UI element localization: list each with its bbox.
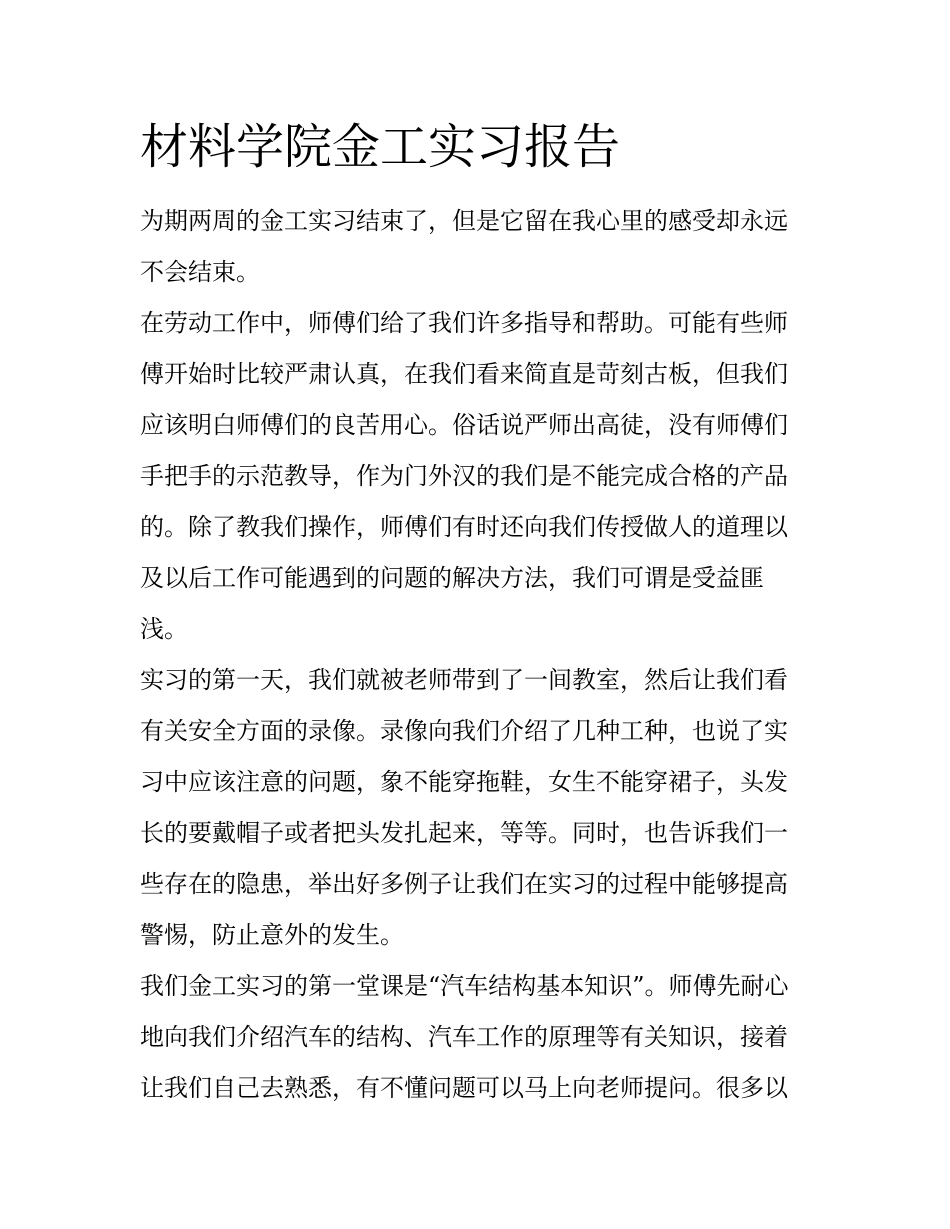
text-line: 傅开始时比较严肃认真，在我们看来简直是苛刻古板，但我们	[140, 360, 788, 388]
text-line: 的。除了教我们操作，师傅们有时还向我们传授做人的道理以	[140, 513, 788, 541]
text-line: 地向我们介绍汽车的结构、汽车工作的原理等有关知识，接着	[140, 1023, 788, 1051]
text-line: 应该明白师傅们的良苦用心。俗话说严师出高徒，没有师傅们	[140, 411, 788, 439]
document-title: 材料学院金工实习报告	[140, 119, 621, 175]
text-line: 习中应该注意的问题，象不能穿拖鞋，女生不能穿裙子，头发	[140, 768, 788, 796]
document-body	[140, 196, 820, 1114]
text-line: 浅。	[140, 615, 188, 643]
text-line: 让我们自己去熟悉，有不懂问题可以马上向老师提问。很多以	[140, 1074, 788, 1102]
text-line: 实习的第一天，我们就被老师带到了一间教室，然后让我们看	[140, 666, 788, 694]
text-line: 不会结束。	[140, 258, 260, 286]
text-line: 有关安全方面的录像。录像向我们介绍了几种工种，也说了实	[140, 717, 788, 745]
text-line: 为期两周的金工实习结束了，但是它留在我心里的感受却永远	[140, 207, 788, 235]
text-line: 我们金工实习的第一堂课是“汽车结构基本知识”。师傅先耐心	[140, 972, 789, 1000]
text-line: 些存在的隐患，举出好多例子让我们在实习的过程中能够提高	[140, 870, 788, 898]
text-line: 在劳动工作中，师傅们给了我们许多指导和帮助。可能有些师	[140, 309, 788, 337]
text-line: 手把手的示范教导，作为门外汉的我们是不能完成合格的产品	[140, 462, 788, 490]
text-line: 及以后工作可能遇到的问题的解决方法，我们可谓是受益匪	[140, 564, 764, 592]
text-line: 警惕，防止意外的发生。	[140, 921, 404, 949]
text-line: 长的要戴帽子或者把头发扎起来，等等。同时，也告诉我们一	[140, 819, 788, 847]
